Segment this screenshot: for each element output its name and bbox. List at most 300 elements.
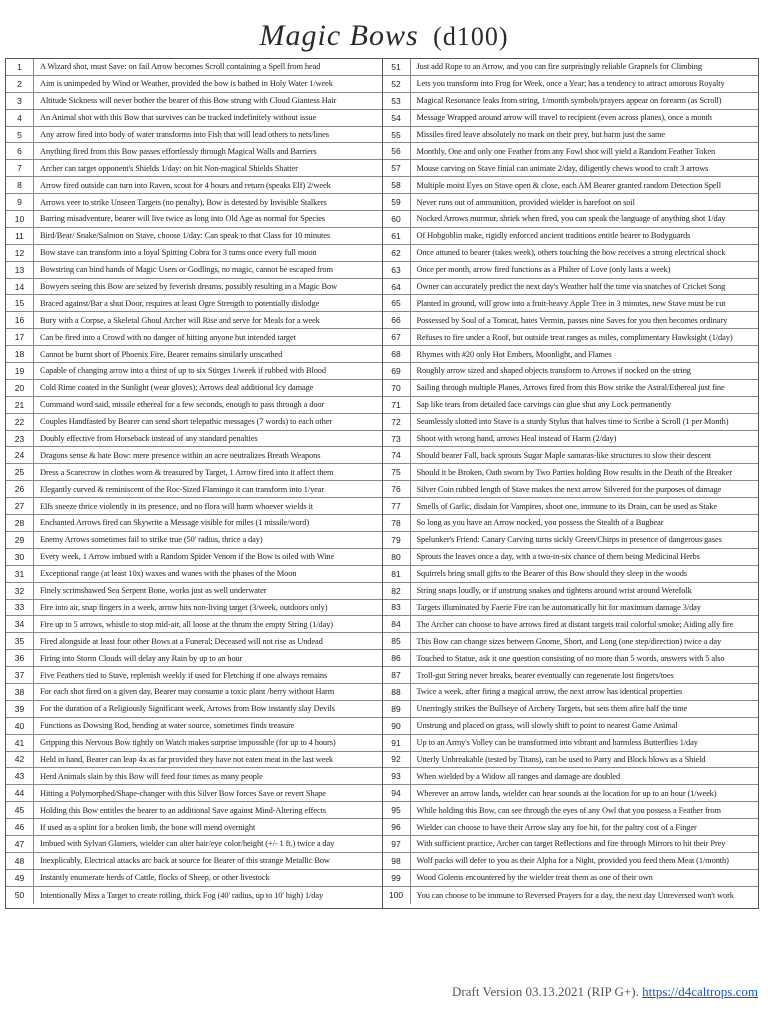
bow-effect: The Archer can choose to have arrows fired at distant targets trail colorful smoke; Aiding ally fire: [416, 619, 734, 629]
roll-number: 1: [6, 59, 34, 75]
bow-effect: Held in hand, Bearer can leap 4x as far provided they have not eaten meat in the last week: [40, 754, 334, 764]
bow-effect: Cold Rime coated in the Sunlight (wear gloves); Arrows deal additional Icy damage: [40, 383, 314, 393]
roll-number: 45: [6, 802, 34, 818]
roll-number: 16: [6, 312, 34, 328]
table-row: [6, 312, 382, 329]
table-row: [383, 414, 759, 431]
table-row: [6, 768, 382, 785]
bow-effect: Troll-gut String never breaks, bearer eventually can regenerate lost fingers/toes: [416, 670, 674, 680]
table-row: [6, 785, 382, 802]
bow-effect: Owner can accurately predict the next day's Weather half the time via snatches of Cricket Song: [416, 282, 726, 292]
table-row: [383, 59, 759, 76]
table-row: [383, 143, 759, 160]
roll-number: 76: [383, 481, 411, 497]
table-row: [6, 819, 382, 836]
roll-number: 68: [383, 346, 411, 362]
bow-effect: Spelunker's Friend: Canary Carving turns sickly Green/Chirps in presence of dangerous gases: [416, 535, 722, 545]
table-row: [383, 549, 759, 566]
bow-effect: Bow stave can transform into a loyal Spitting Cobra for 3 turns once every full moon: [40, 248, 317, 258]
roll-number: 34: [6, 616, 34, 632]
bow-effect: Touched to Statue, ask it one question consisting of no more than 5 words, answers with 5 also: [416, 653, 725, 663]
bow-effect: Should it be Broken, Oath sworn by Two Parties holding Bow results in the Death of the Breaker: [416, 467, 733, 477]
table-row: [6, 143, 382, 160]
roll-number: 52: [383, 76, 411, 92]
bow-effect: For each shot fired on a given day, Bearer may consume a toxic plant /berry without Harm: [40, 687, 335, 697]
bow-effect: Doubly effective from Horseback instead of any standard penalties: [40, 434, 258, 444]
bow-effect: Arrow fired outside can turn into Raven, scout for 4 hours and return (speaks Elf) 2/week: [40, 180, 331, 190]
roll-number: 67: [383, 329, 411, 345]
roll-number: 22: [6, 414, 34, 430]
bow-effect: Just add Rope to an Arrow, and you can fire surprisingly reliable Grapnels for Climbing: [416, 62, 702, 72]
table-row: [6, 346, 382, 363]
table-row: [383, 802, 759, 819]
bow-effect: Silver Coin rubbed length of Stave makes the next arrow Silvered for the purposes of damage: [416, 484, 722, 494]
table-row: [383, 633, 759, 650]
roll-number: 12: [6, 245, 34, 261]
bow-effect: Cannot be burnt short of Phoenix Fire, Bearer remains similarly unscathed: [40, 349, 283, 359]
table-row: [6, 532, 382, 549]
roll-number: 4: [6, 110, 34, 126]
roll-number: 21: [6, 397, 34, 413]
roll-number: 58: [383, 177, 411, 193]
roll-number: 31: [6, 566, 34, 582]
roll-number: 3: [6, 93, 34, 109]
bow-effect: Intentionally Miss a Target to create roiling, thick Fog (40' radius, up to 10' high) 1/day: [40, 890, 324, 900]
roll-number: 81: [383, 566, 411, 582]
table-row: [383, 819, 759, 836]
bow-effect: Utterly Unbreakable (tested by Titans), can be used to Parry and Block blows as a Shield: [416, 754, 706, 764]
roll-number: 79: [383, 532, 411, 548]
table-row: [6, 650, 382, 667]
bow-effect: Once attuned to bearer (takes week), others touching the bow receives a strong electrical shock: [416, 248, 726, 258]
table-row: [383, 853, 759, 870]
bow-effect: Unstrung and placed on grass, will slowly shift to point to nearest Game Animal: [416, 721, 678, 731]
bow-effect: Instantly enumerate herds of Cattle, flocks of Sheep, or other livestock: [40, 873, 270, 883]
roll-number: 53: [383, 93, 411, 109]
roll-number: 96: [383, 819, 411, 835]
roll-number: 64: [383, 279, 411, 295]
table-row: [6, 515, 382, 532]
bow-effect: Couples Handfasted by Bearer can send short telepathic messages (7 words) to each other: [40, 417, 333, 427]
table-row: [383, 650, 759, 667]
bow-effect: Fire up to 5 arrows, whistle to stop mid-air, all loose at the thrum the empty String (1/day): [40, 619, 333, 629]
bow-effect: Mouse carving on Stave finial can animate 2/day, diligently chews wood to craft 3 arrows: [416, 163, 709, 173]
table-row: [6, 414, 382, 431]
roll-number: 48: [6, 853, 34, 869]
table-row: [383, 160, 759, 177]
table-row: [383, 431, 759, 448]
table-row: [6, 93, 382, 110]
bow-effect: Herd Animals slain by this Bow will feed four times as many people: [40, 771, 263, 781]
bow-effect: Archer can target opponent's Shields 1/day: on hit Non-magical Shields Shatter: [40, 163, 298, 173]
roll-number: 54: [383, 110, 411, 126]
roll-number: 24: [6, 447, 34, 463]
bow-effect: Firing into Storm Clouds will delay any Rain by up to an hour: [40, 653, 243, 663]
table-row: [383, 768, 759, 785]
table-row: [383, 684, 759, 701]
bow-effect: Command word said, missile ethereal for a few seconds, enough to pass through a door: [40, 400, 325, 410]
bow-effect: Magical Resonance leaks from string, 1/month symbols/prayers appear on forearm (as Scroll): [416, 96, 722, 106]
roll-number: 69: [383, 363, 411, 379]
roll-number: 11: [6, 228, 34, 244]
bow-effect: Enemy Arrows sometimes fail to strike true (50' radius, thrice a day): [40, 535, 263, 545]
bow-effect: Bird/Bear/ Snake/Salmon on Stave, choose 1/day: Can speak to that Class for 10 minutes: [40, 231, 331, 241]
bow-effect: Arrows veer to strike Unseen Targets (no penalty), Bow is detested by Invisible Stalkers: [40, 197, 327, 207]
bow-effect: Bury with a Corpse, a Skeletal Ghoul Archer will Rise and serve for Meals for a week: [40, 315, 320, 325]
table-row: [383, 447, 759, 464]
bow-effect: For the duration of a Religiously Significant week, Arrows from Bow instantly slay Devils: [40, 704, 335, 714]
footer-version: Draft Version 03.13.2021 (RIP G+).: [452, 984, 639, 999]
table-row: [6, 127, 382, 144]
bow-effect: Refuses to fire under a Roof, but outside treat ranges as miles, complimentary Hawksight (1/day): [416, 332, 733, 342]
bow-effect: Imbued with Sylvan Glamers, wielder can alter hair/eye color/height (+/- 1 ft.) twice a day: [40, 839, 335, 849]
roll-number: 47: [6, 836, 34, 852]
roll-number: 14: [6, 279, 34, 295]
table-row: [6, 583, 382, 600]
roll-number: 94: [383, 785, 411, 801]
footer: [452, 984, 758, 1000]
roll-number: 30: [6, 549, 34, 565]
table-row: [6, 245, 382, 262]
bow-effect: String snaps loudly, or if unstrung snakes and tightens around wrist around Werefolk: [416, 586, 692, 596]
roll-number: 89: [383, 701, 411, 717]
bow-effect: With sufficient practice, Archer can target Reflections and fire through Mirrors to hit their Prey: [416, 839, 726, 849]
table-row: [383, 464, 759, 481]
table-row: [383, 718, 759, 735]
table-row: [6, 380, 382, 397]
table-row: [6, 887, 382, 904]
roll-number: 6: [6, 143, 34, 159]
roll-number: 80: [383, 549, 411, 565]
bow-effect: An Animal shot with this Bow that survives can be tracked indefinitely without issue: [40, 113, 317, 123]
table-row: [383, 363, 759, 380]
roll-number: 27: [6, 498, 34, 514]
table-row: [6, 549, 382, 566]
table-row: [6, 600, 382, 617]
table-row: [6, 194, 382, 211]
roll-number: 70: [383, 380, 411, 396]
roll-number: 87: [383, 667, 411, 683]
table-row: [383, 279, 759, 296]
roll-number: 78: [383, 515, 411, 531]
roll-number: 2: [6, 76, 34, 92]
bow-effect: Never runs out of ammunition, provided wielder is barefoot on soil: [416, 197, 635, 207]
roll-number: 7: [6, 160, 34, 176]
roll-number: 72: [383, 414, 411, 430]
table-row: [6, 566, 382, 583]
bow-effect: Wielder can choose to have their Arrow slay any foe hit, for the paltry cost of a Finger: [416, 822, 697, 832]
bow-effect: Exceptional range (at least 10x) waxes and wanes with the phases of the Moon: [40, 569, 297, 579]
bow-effect: When wielded by a Widow all ranges and damage are doubled: [416, 771, 621, 781]
roll-number: 35: [6, 633, 34, 649]
bow-effect: Hitting a Polymorphed/Shape-changer with this Silver Bow forces Save or revert Shape: [40, 788, 326, 798]
table-row: [6, 718, 382, 735]
footer-link[interactable]: https://d4caltrops.com: [642, 984, 758, 999]
table-row: [383, 194, 759, 211]
roll-number: 19: [6, 363, 34, 379]
bow-effect: Possessed by Soul of a Tomcat, hates Vermin, passes nine Saves for you then becomes ordinary: [416, 315, 728, 325]
table-row: [383, 887, 759, 904]
page-title: [0, 14, 768, 58]
bow-effect: Wherever an arrow lands, wielder can hear sounds at the location for up to an hour (1/week): [416, 788, 717, 798]
bow-effect: Shoot with wrong hand, arrows Heal instead of Harm (2/day): [416, 434, 617, 444]
bow-effect: Missiles fired leave absolutely no mark on their prey, but harm just the same: [416, 130, 666, 139]
roll-number: 25: [6, 464, 34, 480]
table-row: [383, 177, 759, 194]
table-right-column: [383, 59, 759, 908]
table-row: [383, 785, 759, 802]
roll-number: 77: [383, 498, 411, 514]
bow-effect: Elfs sneeze thrice violently in its presence, and no flora will harm whoever wields it: [40, 501, 314, 511]
bow-effect: Of Hobgoblin make, rigidly enforced ancient traditions entitle bearer to Bodyguards: [416, 231, 691, 241]
roll-number: 36: [6, 650, 34, 666]
table-row: [383, 515, 759, 532]
table-row: [383, 295, 759, 312]
bow-effect: Roughly arrow sized and shaped objects transform to Arrows if nocked on the string: [416, 366, 691, 376]
table-row: [6, 870, 382, 887]
table-row: [6, 177, 382, 194]
roll-number: 84: [383, 616, 411, 632]
bow-effect: Squirrels bring small gifts to the Bearer of this Bow should they sleep in the woods: [416, 569, 687, 579]
table-row: [6, 110, 382, 127]
roll-number: 40: [6, 718, 34, 734]
table-row: [6, 464, 382, 481]
roll-number: 33: [6, 600, 34, 616]
roll-number: 95: [383, 802, 411, 818]
bow-effect: Finely scrimshawed Sea Serpent Bone, works just as well underwater: [40, 586, 267, 596]
table-row: [383, 600, 759, 617]
bow-effect: Should bearer Fall, back sprouts Sugar Maple samaras-like structures to slow their descent: [416, 450, 712, 460]
table-row: [6, 667, 382, 684]
table-row: [383, 380, 759, 397]
bow-effect: Five Feathers tied to Stave, replenish weekly if used for Fletching if one always remains: [40, 670, 328, 680]
roll-number: 28: [6, 515, 34, 531]
roll-number: 17: [6, 329, 34, 345]
table-row: [6, 431, 382, 448]
roll-number: 71: [383, 397, 411, 413]
table-row: [383, 566, 759, 583]
bow-table: [5, 58, 759, 909]
roll-number: 90: [383, 718, 411, 734]
roll-number: 8: [6, 177, 34, 193]
table-row: [383, 76, 759, 93]
table-row: [6, 701, 382, 718]
roll-number: 55: [383, 127, 411, 143]
bow-effect: Capable of changing arrow into a thirst of up to six Stirges 1/week if rubbed with Blood: [40, 366, 326, 376]
table-row: [6, 735, 382, 752]
table-row: [6, 802, 382, 819]
bow-effect: Once per month, arrow fired functions as a Philter of Love (only lasts a week): [416, 265, 671, 275]
bow-effect: Barring misadventure, bearer will live twice as long into Old Age as normal for Species: [40, 214, 326, 224]
roll-number: 92: [383, 752, 411, 768]
bow-effect: Unerringly strikes the Bullseye of Archery Targets, but sets them afire half the time: [416, 704, 688, 714]
roll-number: 43: [6, 768, 34, 784]
bow-effect: Braced against/Bar a shut Door, requires at least Ogre Strength to potentially dislodge: [40, 298, 320, 308]
table-row: [6, 329, 382, 346]
bow-effect: A Wizard shot, must Save: on fail Arrow becomes Scroll containing a Spell from head: [40, 62, 321, 72]
table-row: [383, 836, 759, 853]
bow-effect: Fired alongside at least four other Bows at a Funeral; Deceased will not rise as Undead: [40, 636, 323, 646]
table-row: [6, 295, 382, 312]
table-row: [383, 262, 759, 279]
roll-number: 99: [383, 870, 411, 886]
table-row: [383, 701, 759, 718]
roll-number: 91: [383, 735, 411, 751]
table-row: [383, 397, 759, 414]
roll-number: 65: [383, 295, 411, 311]
roll-number: 88: [383, 684, 411, 700]
table-row: [383, 93, 759, 110]
bow-effect: Enchanted Arrows fired can Skywrite a Message visible for miles (1 missile/word): [40, 518, 310, 528]
bow-effect: Targets illuminated by Faerie Fire can be automatically hit for maximum damage 3/day: [416, 602, 701, 612]
table-row: [6, 447, 382, 464]
roll-number: 74: [383, 447, 411, 463]
bow-effect: Wood Golems encountered by the wielder treat them as one of their own: [416, 873, 653, 883]
bow-effect: Dress a Scarecrow in clothes worn & treasured by Target, 1 Arrow fired into it affect them: [40, 467, 334, 477]
table-row: [6, 59, 382, 76]
roll-number: 73: [383, 431, 411, 447]
bow-effect: Planted in ground, will grow into a fruit-heavy Apple Tree in 3 minutes, new Stave must be cut: [416, 298, 726, 308]
roll-number: 86: [383, 650, 411, 666]
bow-effect: Altitude Sickness will never bother the bearer of this Bow strung with Cloud Giantess Hair: [40, 96, 337, 106]
bow-effect: Lets you transform into Frog for Week, once a Year; has a tendency to attract amorous Royalty: [416, 79, 725, 89]
table-row: [6, 481, 382, 498]
table-row: [6, 498, 382, 515]
bow-effect: Sailing through multiple Planes, Arrows fired from this Bow strike the Astral/Ethereal just fine: [416, 383, 725, 393]
roll-number: 32: [6, 583, 34, 599]
bow-effect: Elegantly curved & reminiscent of the Roc-Sized Flamingo it can transform into 1/year: [40, 484, 325, 494]
table-row: [383, 127, 759, 144]
table-row: [383, 228, 759, 245]
roll-number: 50: [6, 887, 34, 904]
roll-number: 66: [383, 312, 411, 328]
bow-effect: This Bow can change sizes between Gnome, Short, and Long (one step/direction) twice a day: [416, 636, 722, 646]
roll-number: 82: [383, 583, 411, 599]
table-row: [383, 110, 759, 127]
bow-effect: While holding this Bow, can see through the eyes of any Owl that you possess a Feather from: [416, 805, 721, 815]
bow-effect: Rhymes with #20 only Hot Embers, Moonlight, and Flames: [416, 349, 612, 359]
roll-number: 51: [383, 59, 411, 75]
title-text: Magic Bows: [259, 19, 419, 52]
roll-number: 44: [6, 785, 34, 801]
roll-number: 75: [383, 464, 411, 480]
table-row: [6, 397, 382, 414]
roll-number: 13: [6, 262, 34, 278]
roll-number: 46: [6, 819, 34, 835]
roll-number: 85: [383, 633, 411, 649]
table-row: [6, 262, 382, 279]
bow-effect: Sprouts the leaves once a day, with a two-in-six chance of them being Medicinal Herbs: [416, 552, 700, 562]
bow-effect: Seamlessly slotted into Stave is a sturdy Stylus that halves time to Scribe a Scroll (1 per Month): [416, 417, 729, 427]
table-row: [383, 211, 759, 228]
dice-label: (d100): [433, 22, 509, 51]
table-row: [383, 329, 759, 346]
table-row: [383, 752, 759, 769]
table-row: [383, 312, 759, 329]
roll-number: 41: [6, 735, 34, 751]
roll-number: 57: [383, 160, 411, 176]
bow-effect: Bowyers seeing this Bow are seized by feverish dreams, possibly resulting in a Magic Bow: [40, 282, 338, 292]
table-row: [383, 616, 759, 633]
bow-effect: Aim is unimpeded by Wind or Weather, provided the bow is bathed in Holy Water 1/week: [40, 79, 333, 89]
bow-effect: So long as you have an Arrow nocked, you possess the Stealth of a Bugbear: [416, 518, 664, 528]
table-row: [6, 752, 382, 769]
bow-effect: Bowstring can bind hands of Magic Users or Godlings, no magic, cannot be escaped from: [40, 265, 333, 275]
bow-effect: Up to an Army's Volley can be transformed into vibrant and harmless Butterflies 1/day: [416, 738, 698, 748]
roll-number: 9: [6, 194, 34, 210]
table-row: [383, 245, 759, 262]
bow-effect: Every week, 1 Arrow imbued with a Random Spider Venom if the Bow is oiled with Wine: [40, 552, 335, 562]
bow-effect: Twice a week, after firing a magical arrow, the next arrow has identical properties: [416, 687, 683, 697]
roll-number: 100: [383, 887, 411, 904]
table-row: [383, 481, 759, 498]
bow-effect: Monthly, One and only one Feather from any Fowl shot will yield a Random Feather Token: [416, 146, 716, 156]
table-row: [6, 211, 382, 228]
bow-effect: Any arrow fired into body of water transforms into Fish that will lead others to nets/lines: [40, 130, 329, 139]
table-row: [6, 836, 382, 853]
table-row: [6, 363, 382, 380]
bow-effect: You can choose to be immune to Reversed Prayers for a day, the next day Unreversed won't work: [416, 890, 734, 900]
roll-number: 15: [6, 295, 34, 311]
table-row: [383, 667, 759, 684]
bow-effect: If used as a splint for a broken limb, the bone will mend overnight: [40, 822, 256, 832]
table-row: [6, 279, 382, 296]
roll-number: 23: [6, 431, 34, 447]
roll-number: 20: [6, 380, 34, 396]
bow-effect: Gripping this Nervous Bow tightly on Watch makes surprise impossible (for up to 4 hours): [40, 738, 336, 748]
bow-effect: Dragons sense & hate Bow: mere presence within an acre neutralizes Breath Weapons: [40, 450, 321, 460]
roll-number: 97: [383, 836, 411, 852]
roll-number: 10: [6, 211, 34, 227]
table-row: [6, 633, 382, 650]
roll-number: 98: [383, 853, 411, 869]
bow-effect: Anything fired from this Bow passes effortlessly through Magical Walls and Barriers: [40, 146, 317, 156]
table-row: [383, 498, 759, 515]
bow-effect: Can be fired into a Crowd with no danger of hitting anyone but intended target: [40, 332, 296, 342]
roll-number: 56: [383, 143, 411, 159]
bow-effect: Wolf packs will defer to you as their Alpha for a Night, provided you feed them Meat (1/month): [416, 856, 729, 866]
table-row: [383, 532, 759, 549]
bow-effect: Sap like tears from detailed face carvings can glue shut any Lock permanently: [416, 400, 672, 410]
bow-effect: Message Wrapped around arrow will travel to recipient (even across planes), once a month: [416, 113, 712, 123]
bow-effect: Inexplicably, Electrical attacks arc back at source for Bearer of this strange Metallic Bow: [40, 856, 330, 866]
table-row: [383, 583, 759, 600]
roll-number: 49: [6, 870, 34, 886]
table-row: [383, 870, 759, 887]
table-row: [6, 853, 382, 870]
bow-effect: Fire into air, snap fingers in a week, arrow hits non-living target (3/week, outdoors only): [40, 602, 328, 612]
roll-number: 60: [383, 211, 411, 227]
bow-effect: Multiple moist Eyes on Stave open & close, each AM Bearer granted random Detection Spell: [416, 180, 721, 190]
roll-number: 93: [383, 768, 411, 784]
roll-number: 18: [6, 346, 34, 362]
roll-number: 61: [383, 228, 411, 244]
bow-effect: Functions as Dowsing Rod, bending at water source, sometimes finds treasure: [40, 721, 295, 731]
bow-effect: Holding this Bow entitles the bearer to an additional Save against Mind-Altering effects: [40, 805, 326, 815]
table-row: [6, 76, 382, 93]
table-row: [6, 228, 382, 245]
table-row: [6, 684, 382, 701]
roll-number: 62: [383, 245, 411, 261]
roll-number: 59: [383, 194, 411, 210]
roll-number: 38: [6, 684, 34, 700]
roll-number: 26: [6, 481, 34, 497]
roll-number: 63: [383, 262, 411, 278]
roll-number: 5: [6, 127, 34, 143]
roll-number: 83: [383, 600, 411, 616]
table-row: [6, 160, 382, 177]
table-row: [383, 735, 759, 752]
